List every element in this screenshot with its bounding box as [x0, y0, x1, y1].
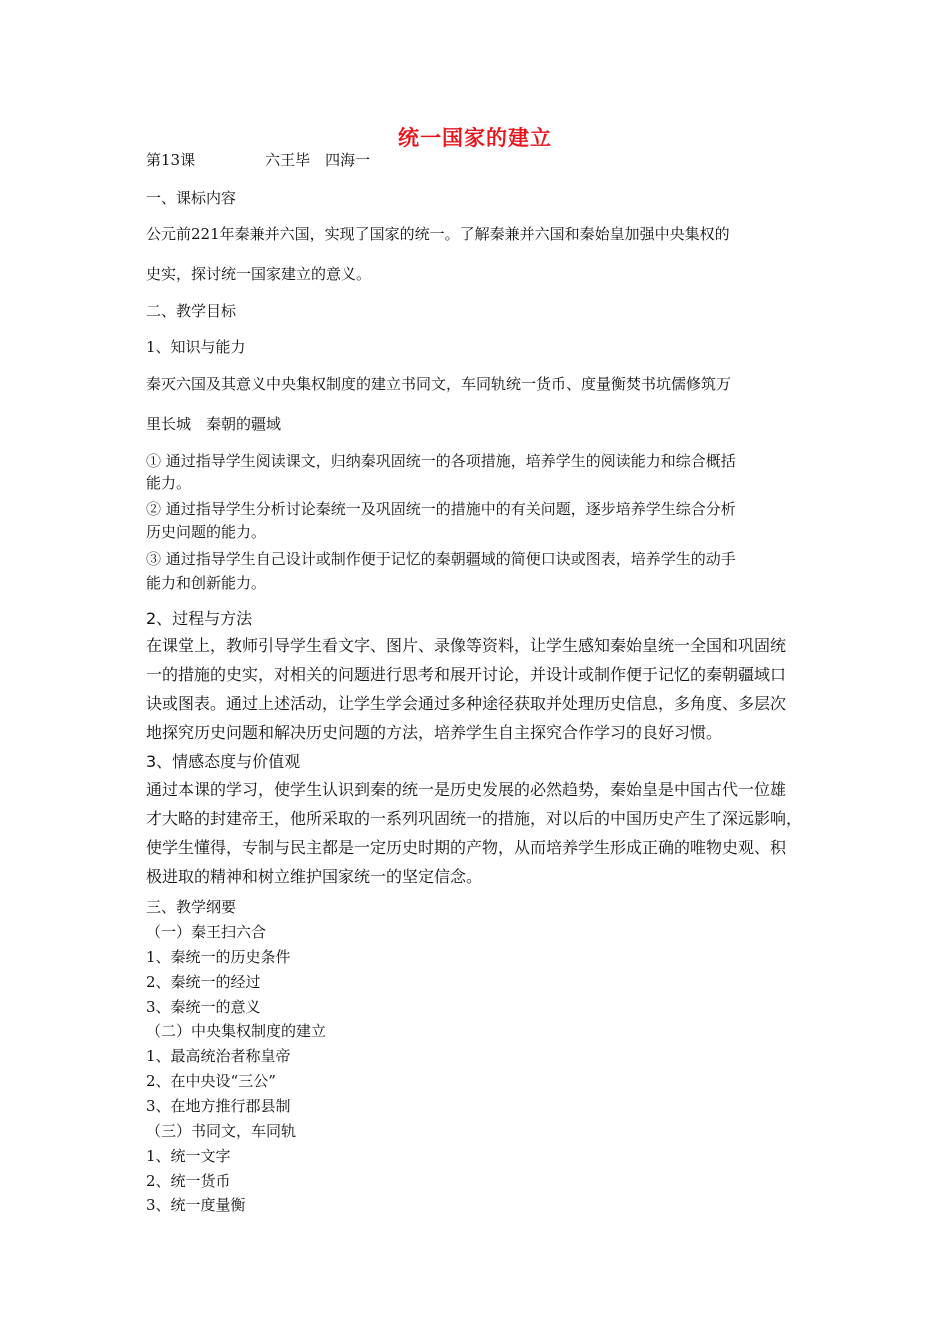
paragraph-line: 极进取的精神和树立维护国家统一的坚定信念。 — [146, 867, 483, 886]
outline-item: 3、秦统一的意义 — [146, 998, 261, 1016]
paragraph-line: 里长城 秦朝的疆域 — [146, 415, 282, 433]
section-heading: 一、课标内容 — [146, 189, 237, 207]
outline-item: 3、统一度量衡 — [146, 1196, 246, 1214]
outline-item: 1、统一文字 — [146, 1147, 231, 1165]
list-item: ② 通过指导学生分析讨论秦统一及巩固统一的措施中的有关问题，逐步培养学生综合分析 — [146, 500, 736, 518]
outline-item: 1、秦统一的历史条件 — [146, 948, 291, 966]
subsection-heading: 1、知识与能力 — [146, 338, 246, 356]
outline-item: 3、在地方推行郡县制 — [146, 1097, 291, 1115]
outline-item: 2、统一货币 — [146, 1172, 231, 1190]
subsection-heading: 3、情感态度与价值观 — [146, 752, 301, 771]
list-item: 能力。 — [146, 474, 192, 492]
outline-item: 2、在中央设“三公” — [146, 1072, 276, 1090]
document-title: 统一国家的建立 — [398, 125, 552, 150]
subsection-heading: 2、过程与方法 — [146, 609, 253, 628]
outline-item: 2、秦统一的经过 — [146, 973, 261, 991]
list-item: 历史问题的能力。 — [146, 523, 267, 541]
outline-heading: （三）书同文，车同轨 — [146, 1122, 297, 1140]
lesson-label: 第13课 — [146, 151, 196, 169]
paragraph-line: 一的措施的史实，对相关的问题进行思考和展开讨论，并设计或制作便于记忆的秦朝疆域口 — [146, 665, 787, 684]
paragraph-line: 地探究历史问题和解决历史问题的方法，培养学生自主探究合作学习的良好习惯。 — [146, 723, 723, 742]
lesson-line — [146, 150, 370, 170]
lesson-subtitle: 六王毕 四海一 — [265, 151, 371, 169]
outline-heading: （二）中央集权制度的建立 — [146, 1022, 327, 1040]
paragraph-line: 诀或图表。通过上述活动，让学生学会通过多种途径获取并处理历史信息，多角度、多层次 — [146, 694, 787, 713]
section-heading: 二、教学目标 — [146, 302, 237, 320]
outline-heading: （一）秦王扫六合 — [146, 923, 267, 941]
paragraph-line: 史实，探讨统一国家建立的意义。 — [146, 265, 372, 283]
paragraph-line: 使学生懂得，专制与民主都是一定历史时期的产物，从而培养学生形成正确的唯物史观、积 — [146, 838, 787, 857]
paragraph-line: 才大略的封建帝王，他所采取的一系列巩固统一的措施，对以后的中国历史产生了深远影响， — [146, 809, 803, 828]
outline-item: 1、最高统治者称皇帝 — [146, 1047, 291, 1065]
paragraph-line: 在课堂上，教师引导学生看文字、图片、录像等资料，让学生感知秦始皇统一全国和巩固统 — [146, 636, 787, 655]
section-heading: 三、教学纲要 — [146, 898, 237, 916]
list-item: 能力和创新能力。 — [146, 574, 267, 592]
list-item: ③ 通过指导学生自己设计或制作便于记忆的秦朝疆域的简便口诀或图表，培养学生的动手 — [146, 550, 736, 568]
paragraph-line: 公元前221年秦兼并六国，实现了国家的统一。了解秦兼并六国和秦始皇加强中央集权的 — [146, 225, 730, 243]
paragraph-line: 通过本课的学习，使学生认识到秦的统一是历史发展的必然趋势，秦始皇是中国古代一位雄 — [146, 780, 787, 799]
list-item: ① 通过指导学生阅读课文，归纳秦巩固统一的各项措施，培养学生的阅读能力和综合概括 — [146, 452, 736, 470]
paragraph-line: 秦灭六国及其意义中央集权制度的建立书同文，车同轨统一货币、度量衡焚书坑儒修筑万 — [146, 375, 732, 393]
